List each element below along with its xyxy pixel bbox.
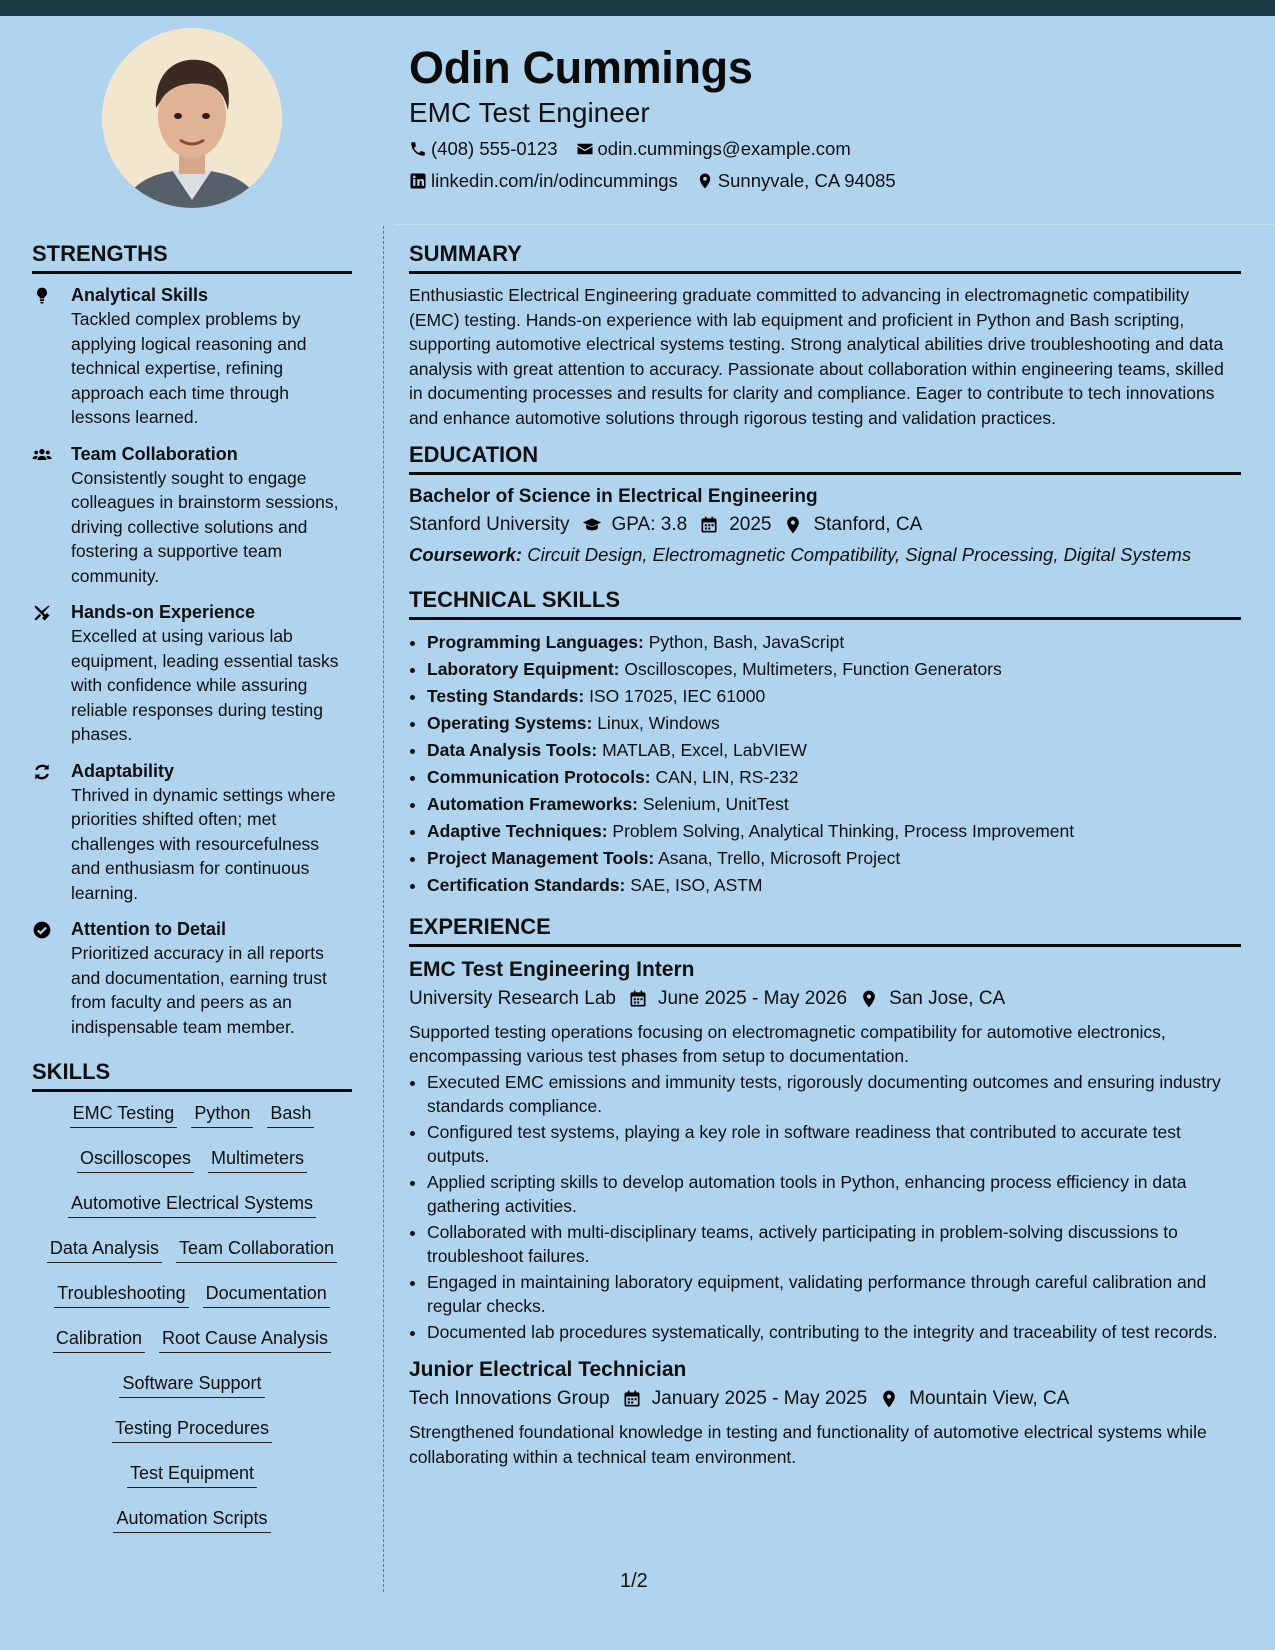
right-column — [409, 238, 1241, 1469]
job-meta — [409, 1384, 1241, 1414]
lightbulb-icon — [32, 286, 52, 306]
coursework-text: Circuit Design, Electromagnetic Compatibility, Signal Processing, Digital Systems — [527, 544, 1192, 565]
left-column — [32, 238, 352, 1551]
skill-chip: Documentation — [203, 1281, 330, 1308]
skill-chip: Team Collaboration — [176, 1236, 337, 1263]
map-pin-icon — [696, 172, 714, 190]
envelope-icon — [576, 140, 594, 158]
skill-chip: Test Equipment — [127, 1461, 257, 1488]
skill-value: SAE, ISO, ASTM — [630, 874, 763, 895]
coursework — [409, 543, 1241, 568]
map-pin-icon — [859, 989, 879, 1009]
profile-photo — [102, 28, 282, 208]
users-icon — [32, 445, 52, 465]
skills-heading: SKILLS — [32, 1056, 352, 1092]
skill-value: CAN, LIN, RS-232 — [655, 766, 799, 787]
job-bullets — [409, 1070, 1241, 1345]
list-item — [427, 764, 1241, 791]
skill-label: Operating Systems: — [427, 712, 593, 733]
page-number: 1/2 — [620, 1570, 648, 1592]
list-item — [427, 656, 1241, 683]
tools-icon — [32, 603, 52, 623]
check-circle-icon — [32, 920, 52, 940]
education-heading: EDUCATION — [409, 439, 1241, 475]
skill-value: Linux, Windows — [597, 712, 720, 733]
strength-desc: Prioritized accuracy in all reports and documentation, earning trust from faculty and peers as an indispensable team member. — [71, 943, 327, 1037]
phone-text: (408) 555-0123 — [431, 138, 558, 159]
skill-row — [32, 1326, 352, 1371]
email-text[interactable]: odin.cummings@example.com — [597, 138, 851, 159]
strength-title: Adaptability — [71, 760, 175, 781]
education-gpa: GPA: 3.8 — [611, 514, 688, 535]
skill-label: Adaptive Techniques: — [427, 820, 608, 841]
sync-icon — [32, 762, 52, 782]
skill-value: Asana, Trello, Microsoft Project — [658, 847, 901, 868]
list-item: • Engaged in maintaining laboratory equipment, validating performance through careful calibration and regular checks. — [427, 1270, 1241, 1319]
skill-chip: EMC Testing — [70, 1101, 178, 1128]
calendar-icon — [628, 989, 648, 1009]
job-entry — [409, 1356, 1241, 1469]
experience-heading: EXPERIENCE — [409, 911, 1241, 947]
location-contact — [696, 170, 896, 192]
phone-icon — [409, 140, 427, 158]
calendar-icon — [622, 1389, 642, 1409]
map-pin-icon — [879, 1389, 899, 1409]
strength-desc: Consistently sought to engage colleagues in brainstorm sessions, driving collective solutions and fostering a supportive team community. — [71, 467, 339, 586]
list-item — [427, 791, 1241, 818]
strength-item — [32, 759, 352, 906]
skill-chip: Data Analysis — [47, 1236, 162, 1263]
job-location: San Jose, CA — [889, 987, 1006, 1009]
graduation-cap-icon — [582, 515, 602, 535]
skill-label: Project Management Tools: — [427, 847, 655, 868]
job-description: Strengthened foundational knowledge in testing and functionality of automotive electrical systems while collaborating within a technical team environment. — [409, 1422, 1207, 1467]
phone-contact — [409, 138, 558, 160]
candidate-title: EMC Test Engineer — [409, 97, 650, 128]
skill-value: ISO 17025, IEC 61000 — [589, 685, 766, 706]
resume-header — [409, 40, 914, 194]
skill-chip: Multimeters — [208, 1146, 307, 1173]
education-location: Stanford, CA — [813, 514, 923, 535]
strength-item — [32, 283, 352, 430]
skill-value: Python, Bash, JavaScript — [648, 631, 845, 652]
job-title: EMC Test Engineering Intern — [409, 957, 695, 981]
strength-title: Team Collaboration — [71, 443, 238, 464]
job-entry — [409, 956, 1241, 1345]
education-meta — [409, 510, 1241, 540]
strength-desc: Excelled at using various lab equipment, leading essential tasks with confidence while assuring reliable responses during testing phases. — [71, 626, 339, 744]
list-item — [427, 710, 1241, 737]
education-degree: Bachelor of Science in Electrical Engineering — [409, 486, 818, 507]
skill-row — [32, 1101, 352, 1146]
header-separator — [395, 224, 1275, 225]
job-description: Supported testing operations focusing on electromagnetic compatibility for automotive electronics, encompassing various test phases from setup to documentation. — [409, 1021, 1166, 1066]
list-item — [427, 818, 1241, 845]
job-company: Tech Innovations Group — [409, 1388, 610, 1409]
skill-label: Certification Standards: — [427, 874, 626, 895]
strength-item — [32, 917, 352, 1039]
education-year: 2025 — [729, 514, 772, 535]
map-pin-icon — [783, 515, 803, 535]
skill-value: Selenium, UnitTest — [642, 793, 789, 814]
skill-label: Programming Languages: — [427, 631, 644, 652]
skill-value: MATLAB, Excel, LabVIEW — [602, 739, 807, 760]
skill-row — [32, 1506, 352, 1551]
skill-row — [32, 1236, 352, 1281]
linkedin-contact[interactable] — [409, 170, 678, 192]
skill-chip: Bash — [267, 1101, 314, 1128]
skill-chip: Oscilloscopes — [77, 1146, 194, 1173]
list-item — [427, 629, 1241, 656]
skill-label: Data Analysis Tools: — [427, 739, 598, 760]
job-company: University Research Lab — [409, 987, 616, 1009]
summary-text: Enthusiastic Electrical Engineering graduate committed to advancing in electromagnetic compatibility (EMC) testing. Hands-on experience with lab equipment and proficient in Python and Bash scripting, supporting automotive electrical systems testing. Strong analytical abilities drive troubleshooting and data analysis with great attention to accuracy. Passionate about collaboration within engineering teams, skilled in documenting processes and results for clarity and compliance. Eager to contribute to tech innovations and enhance automotive solutions through rigorous testing and validation practices. — [409, 285, 1224, 428]
strength-item — [32, 600, 352, 747]
column-divider — [383, 226, 384, 1592]
skill-row — [32, 1416, 352, 1461]
candidate-name: Odin Cummings — [409, 42, 753, 93]
job-dates: June 2025 - May 2026 — [657, 987, 848, 1009]
strength-item — [32, 442, 352, 589]
skill-chip: Automation Scripts — [113, 1506, 270, 1533]
skill-chip: Automotive Electrical Systems — [68, 1191, 316, 1218]
education-school: Stanford University — [409, 514, 570, 535]
technical-skills-heading: TECHNICAL SKILLS — [409, 584, 1241, 620]
skill-row — [32, 1371, 352, 1416]
skill-label: Automation Frameworks: — [427, 793, 638, 814]
skill-value: Problem Solving, Analytical Thinking, Process Improvement — [612, 820, 1075, 841]
list-item: • Documented lab procedures systematically, contributing to the integrity and traceability of test records. — [427, 1320, 1241, 1345]
skill-row — [32, 1461, 352, 1506]
coursework-label: Coursework: — [409, 544, 523, 565]
skill-chip: Calibration — [53, 1326, 145, 1353]
contact-row-1 — [409, 136, 914, 162]
skill-chip: Troubleshooting — [54, 1281, 188, 1308]
location-text: Sunnyvale, CA 94085 — [717, 170, 896, 191]
strength-title: Hands-on Experience — [71, 602, 256, 622]
strength-desc: Thrived in dynamic settings where priorities shifted often; met challenges with resourcefulness and enthusiasm for continuous learning. — [71, 784, 336, 903]
skill-row — [32, 1191, 352, 1236]
list-item: • Applied scripting skills to develop automation tools in Python, enhancing process efficiency in data gathering activities. — [427, 1170, 1241, 1219]
list-item — [427, 737, 1241, 764]
list-item: • Configured test systems, playing a key role in software readiness that contributed to accurate test outputs. — [427, 1120, 1241, 1169]
skill-label: Testing Standards: — [427, 685, 585, 706]
technical-skills-list — [409, 629, 1241, 899]
strength-title: Attention to Detail — [71, 919, 226, 939]
list-item: • Collaborated with multi-disciplinary teams, actively participating in problem-solving discussions to troubleshoot failures. — [427, 1220, 1241, 1269]
list-item — [427, 683, 1241, 710]
skill-row — [32, 1281, 352, 1326]
skill-row — [32, 1146, 352, 1191]
strength-desc: Tackled complex problems by applying logical reasoning and technical expertise, refining approach each time through lessons learned. — [71, 309, 307, 427]
skill-value: Oscilloscopes, Multimeters, Function Generators — [624, 658, 1002, 679]
contact-row-2 — [409, 168, 914, 194]
skill-chip: Root Cause Analysis — [159, 1326, 331, 1353]
skill-chip: Software Support — [119, 1371, 264, 1398]
strengths-heading: STRENGTHS — [32, 238, 352, 274]
skill-label: Laboratory Equipment: — [427, 658, 620, 679]
list-item — [427, 872, 1241, 899]
skill-chip: Testing Procedures — [112, 1416, 272, 1443]
job-title: Junior Electrical Technician — [409, 1358, 687, 1381]
email-contact[interactable] — [576, 138, 851, 160]
linkedin-icon — [409, 172, 427, 190]
summary-heading: SUMMARY — [409, 238, 1241, 274]
linkedin-text[interactable]: linkedin.com/in/odincummings — [431, 170, 678, 191]
skill-chip: Python — [191, 1101, 253, 1128]
skills-chips — [32, 1101, 352, 1551]
list-item: • Executed EMC emissions and immunity tests, rigorously documenting outcomes and ensuring industry standards compliance. — [427, 1070, 1241, 1119]
list-item — [427, 845, 1241, 872]
job-dates: January 2025 - May 2025 — [651, 1388, 868, 1409]
job-location: Mountain View, CA — [909, 1388, 1070, 1409]
calendar-icon — [699, 515, 719, 535]
top-bar — [0, 0, 1275, 16]
strength-title: Analytical Skills — [71, 285, 209, 305]
job-meta — [409, 984, 1241, 1014]
skill-label: Communication Protocols: — [427, 766, 651, 787]
